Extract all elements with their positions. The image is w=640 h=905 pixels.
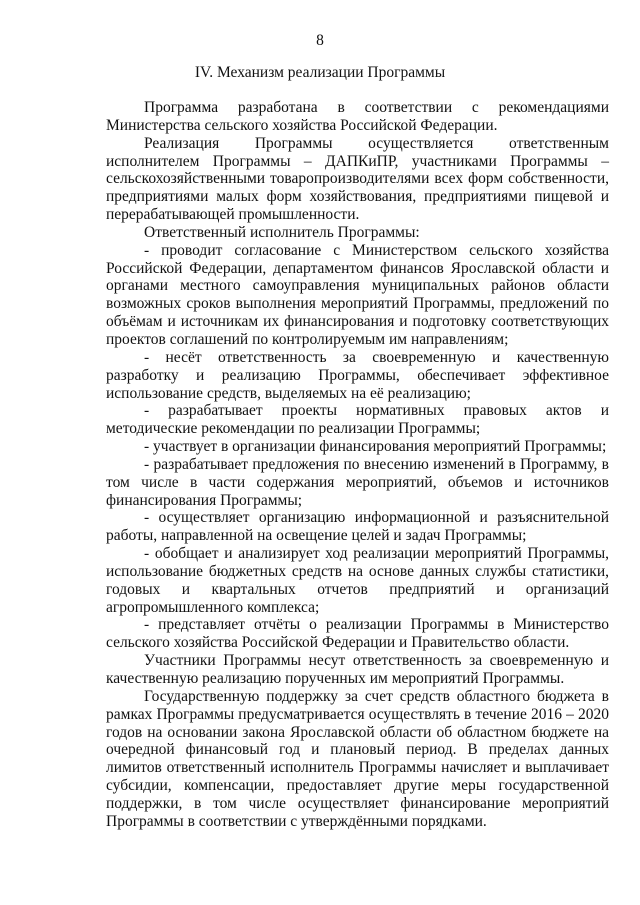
list-item: - несёт ответственность за своевременную и качественную разработку и реализацию Программы, обеспечивает эффективное использование средств, выделяемых на её реализацию; [106,348,609,402]
section-title: IV. Механизм реализации Программы [194,64,446,81]
list-item: - разрабатывает проекты нормативных правовых актов и методические рекомендации по реализации Программы; [106,402,609,438]
paragraph: Ответственный исполнитель Программы: [144,223,420,241]
list-item: - участвует в организации финансирования мероприятий Программы; [144,438,607,456]
page-number: 8 [316,32,324,49]
list-item: - обобщает и анализирует ход реализации мероприятий Программы, использование бюджетных средств на основе данных службы статистики, годовых и квартальных отчетов предприятий и организаций агропромышленного комплекса; [106,545,609,616]
list-item: - представляет отчёты о реализации Программы в Министерство сельского хозяйства Российской Федерации и Правительство области. [106,616,609,652]
paragraph: Участники Программы несут ответственность за своевременную и качественную реализацию порученных им мероприятий Программы. [106,652,609,687]
paragraph: Реализация Программы осуществляется ответственным исполнителем Программы – ДАПКиПР, участниками Программы – сельскохозяйственными товаропроизводителями всех форм собственности, предприятиями малых форм хозяйствования, предприятиями пищевой и перерабатывающей промышленности. [106,134,609,224]
list-item: - осуществляет организацию информационной и разъяснительной работы, направленной на освещение целей и задач Программы; [106,509,609,545]
list-item: - разрабатывает предложения по внесению изменений в Программу, в том числе в части содержания мероприятий, объемов и источников финансирования Программы; [106,455,609,509]
document-body [106,99,609,831]
list-item: - проводит согласование с Министерством сельского хозяйства Российской Федерации, департаментом финансов Ярославской области и органами местного самоуправления муниципальных районов области возможных сроков выполнения мероприятий Программы, предложений по объёмам и источникам их финансирования и подготовку соответствующих проектов соглашений по контролируемым им направлениям; [106,241,609,348]
paragraph: Государственную поддержку за счет средств областного бюджета в рамках Программы предусматривается осуществлять в течение 2016 – 2020 годов на основании закона Ярославской области об областном бюджете на очередной финансовый год и плановый период. В пределах данных лимитов ответственный исполнитель Программы начисляет и выплачивает субсидии, компенсации, предоставляет другие меры государственной поддержки, в том числе осуществляет финансирование мероприятий Программы в соответствии с утверждёнными порядками. [106,687,609,830]
paragraph: Программа разработана в соответствии с рекомендациями Министерства сельского хозяйства Российской Федерации. [106,99,609,134]
